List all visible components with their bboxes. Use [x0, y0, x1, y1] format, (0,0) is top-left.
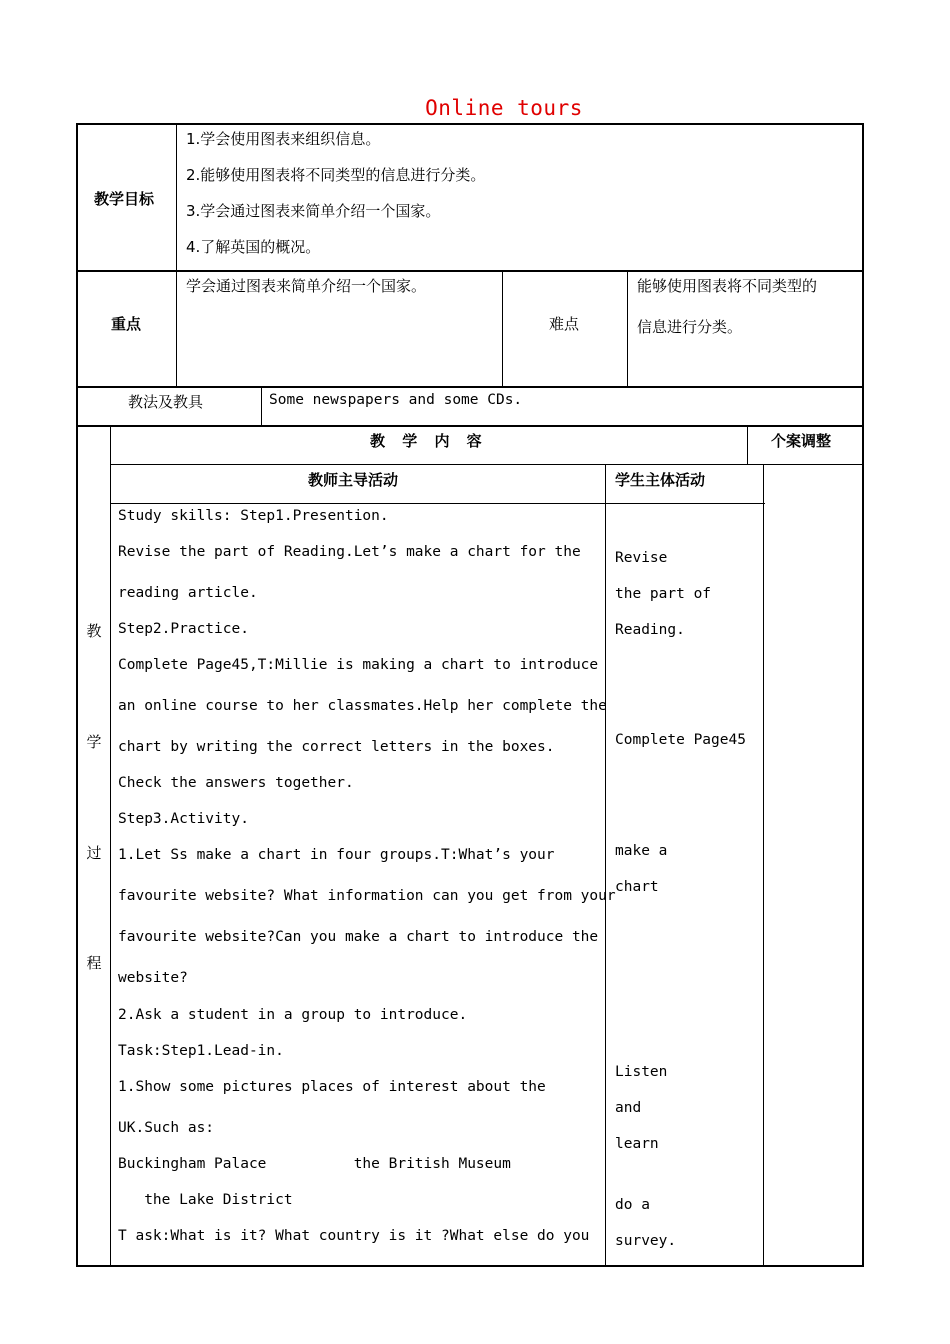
teacher-line: an online course to her classmates.Help her complete the [118, 698, 607, 714]
teacher-line: Buckingham Palace the British Museum [118, 1156, 511, 1172]
teacher-line: favourite website?Can you make a chart to introduce the [118, 929, 599, 945]
teacher-line: Check the answers together. [118, 775, 354, 791]
student-header: 学生主体活动 [615, 471, 706, 489]
difficulty-line: 能够使用图表将不同类型的 [637, 277, 818, 295]
adjust-header: 个案调整 [771, 432, 832, 450]
teacher-line: reading article. [118, 585, 258, 601]
teacher-line: 1.Show some pictures places of interest about the [118, 1079, 546, 1095]
teacher-line: the Lake District [118, 1192, 293, 1208]
process-side-label: 程 [86, 954, 102, 972]
teacher-line: UK.Such as: [118, 1120, 215, 1136]
page-title: Online tours [425, 96, 583, 120]
methods-content: Some newspapers and some CDs. [269, 392, 523, 408]
process-side-label: 教 [86, 622, 102, 640]
teacher-line: Step3.Activity. [118, 811, 249, 827]
difficulty-label: 难点 [549, 315, 580, 333]
teacher-header: 教师主导活动 [308, 471, 399, 489]
teacher-line: website? [118, 970, 188, 986]
student-line: the part of [615, 586, 712, 602]
student-line: do a [615, 1197, 650, 1213]
objective-item: 1.学会使用图表来组织信息。 [186, 130, 381, 148]
student-line: Complete Page45 [615, 732, 746, 748]
student-line: and [615, 1100, 642, 1116]
student-line: chart [615, 879, 659, 895]
process-side-label: 学 [86, 733, 102, 751]
methods-label: 教法及教具 [128, 393, 204, 411]
objectives-label: 教学目标 [94, 190, 155, 208]
content-header: 教 学 内 容 [370, 432, 488, 450]
student-line: learn [615, 1136, 659, 1152]
teacher-line: Revise the part of Reading.Let’s make a chart for the [118, 544, 581, 560]
process-side-label: 过 [86, 844, 102, 862]
teacher-line: Step2.Practice. [118, 621, 249, 637]
teacher-line: favourite website? What information can you get from your [118, 888, 616, 904]
difficulty-line: 信息进行分类。 [637, 318, 743, 336]
student-line: Listen [615, 1064, 668, 1080]
key-points-content: 学会通过图表来简单介绍一个国家。 [186, 277, 427, 295]
objective-item: 3.学会通过图表来简单介绍一个国家。 [186, 202, 441, 220]
key-points-label: 重点 [111, 315, 142, 333]
teacher-line: 1.Let Ss make a chart in four groups.T:What’s your [118, 847, 555, 863]
teacher-line: chart by writing the correct letters in the boxes. [118, 739, 555, 755]
student-line: Revise [615, 550, 668, 566]
teacher-line: Complete Page45,T:Millie is making a chart to introduce [118, 657, 599, 673]
student-line: make a [615, 843, 668, 859]
teacher-line: Study skills: Step1.Presention. [118, 508, 389, 524]
teacher-line: 2.Ask a student in a group to introduce. [118, 1007, 468, 1023]
student-line: survey. [615, 1233, 677, 1249]
teacher-line: T ask:What is it? What country is it ?What else do you [118, 1228, 590, 1244]
objective-item: 4.了解英国的概况。 [186, 238, 321, 256]
objective-item: 2.能够使用图表将不同类型的信息进行分类。 [186, 166, 486, 184]
teacher-line: Task:Step1.Lead-in. [118, 1043, 284, 1059]
student-line: Reading. [615, 622, 685, 638]
